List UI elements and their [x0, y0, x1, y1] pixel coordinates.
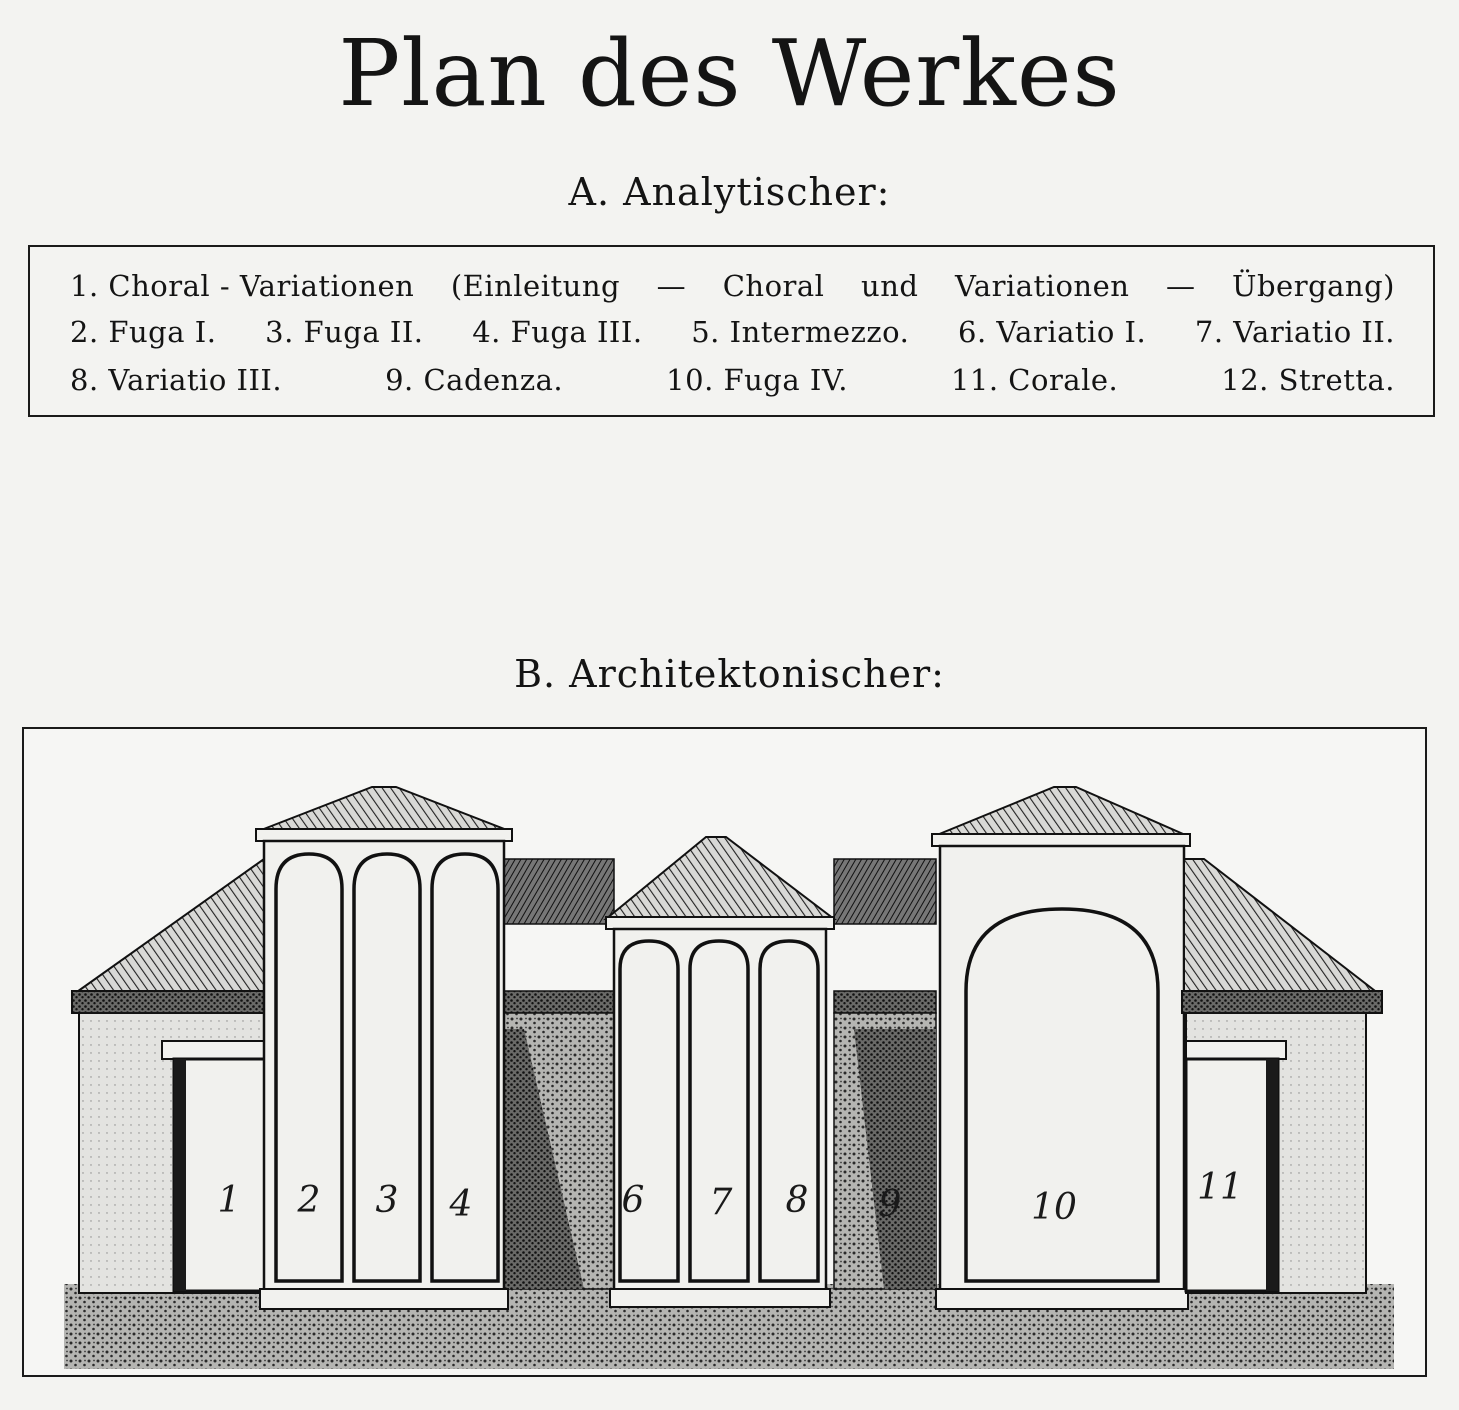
- left-wing-roof: [74, 859, 284, 994]
- right-tower-base: [936, 1289, 1188, 1309]
- left-tower-eave: [256, 829, 512, 841]
- plan-item: 2. Fuga I.: [70, 315, 217, 349]
- label-2: 2: [297, 1180, 321, 1221]
- label-9: 9: [878, 1184, 902, 1225]
- plan-item: 4. Fuga III.: [472, 315, 643, 349]
- middle-roof: [606, 837, 834, 919]
- left-wing-cornice: [72, 991, 287, 1013]
- page-title: Plan des Werkes: [338, 20, 1121, 127]
- label-6: 6: [621, 1180, 645, 1221]
- plan-item: 10. Fuga IV.: [666, 363, 848, 397]
- plan-item: 6. Variatio I.: [958, 315, 1147, 349]
- right-tower-eave: [932, 834, 1190, 846]
- connector-cornice-left: [504, 991, 614, 1013]
- label-1: 1: [217, 1180, 241, 1221]
- plan-row-3: [70, 363, 1395, 397]
- middle-base: [610, 1289, 830, 1307]
- plan-item: 1. Choral - Variationen: [70, 269, 415, 303]
- connector-cornice-right: [834, 991, 936, 1013]
- connector-roof-left: [504, 859, 614, 924]
- label-4: 4: [449, 1184, 473, 1225]
- plan-item: Variationen: [955, 269, 1130, 303]
- plan-item: 3. Fuga II.: [265, 315, 424, 349]
- label-3: 3: [375, 1180, 399, 1221]
- plan-item: —: [1165, 269, 1196, 303]
- plan-row-2: [70, 315, 1395, 349]
- label-8: 8: [785, 1180, 809, 1221]
- connector-roof-right: [834, 859, 936, 924]
- architectural-plan-box: [22, 727, 1427, 1377]
- label-11: 11: [1197, 1167, 1243, 1208]
- plan-item: und: [861, 269, 919, 303]
- plan-item: 5. Intermezzo.: [691, 315, 910, 349]
- left-wing-lintel: [162, 1041, 279, 1059]
- left-tower-body: [264, 841, 504, 1293]
- building-elevation-drawing: [24, 729, 1425, 1375]
- plan-item: Übergang): [1232, 269, 1395, 303]
- plan-item: 11. Corale.: [950, 363, 1119, 397]
- plan-item: 12. Stretta.: [1221, 363, 1395, 397]
- right-wing-cornice: [1182, 991, 1382, 1013]
- analytic-plan-box: [28, 245, 1435, 417]
- plan-item: 9. Cadenza.: [385, 363, 564, 397]
- plan-item: 7. Variatio II.: [1194, 315, 1395, 349]
- right-doorway-shadow: [1266, 1059, 1278, 1291]
- left-tower-roof: [256, 787, 512, 832]
- plan-item: —: [656, 269, 687, 303]
- right-wing-roof: [1184, 859, 1379, 994]
- section-a-heading: A. Analytischer:: [568, 170, 891, 214]
- right-tower-roof: [932, 787, 1190, 837]
- middle-eave: [606, 917, 834, 929]
- left-tower-base: [260, 1289, 508, 1309]
- left-doorway-shadow: [174, 1059, 186, 1291]
- plan-item: (Einleitung: [450, 269, 621, 303]
- plan-item: Choral: [722, 269, 825, 303]
- label-10: 10: [1031, 1187, 1077, 1228]
- section-b-heading: B. Architektonischer:: [514, 652, 945, 696]
- middle-body: [614, 929, 826, 1293]
- plan-row-1: [70, 269, 1395, 303]
- label-7: 7: [709, 1182, 733, 1223]
- right-wing-lintel: [1186, 1041, 1286, 1059]
- plan-item: 8. Variatio III.: [70, 363, 283, 397]
